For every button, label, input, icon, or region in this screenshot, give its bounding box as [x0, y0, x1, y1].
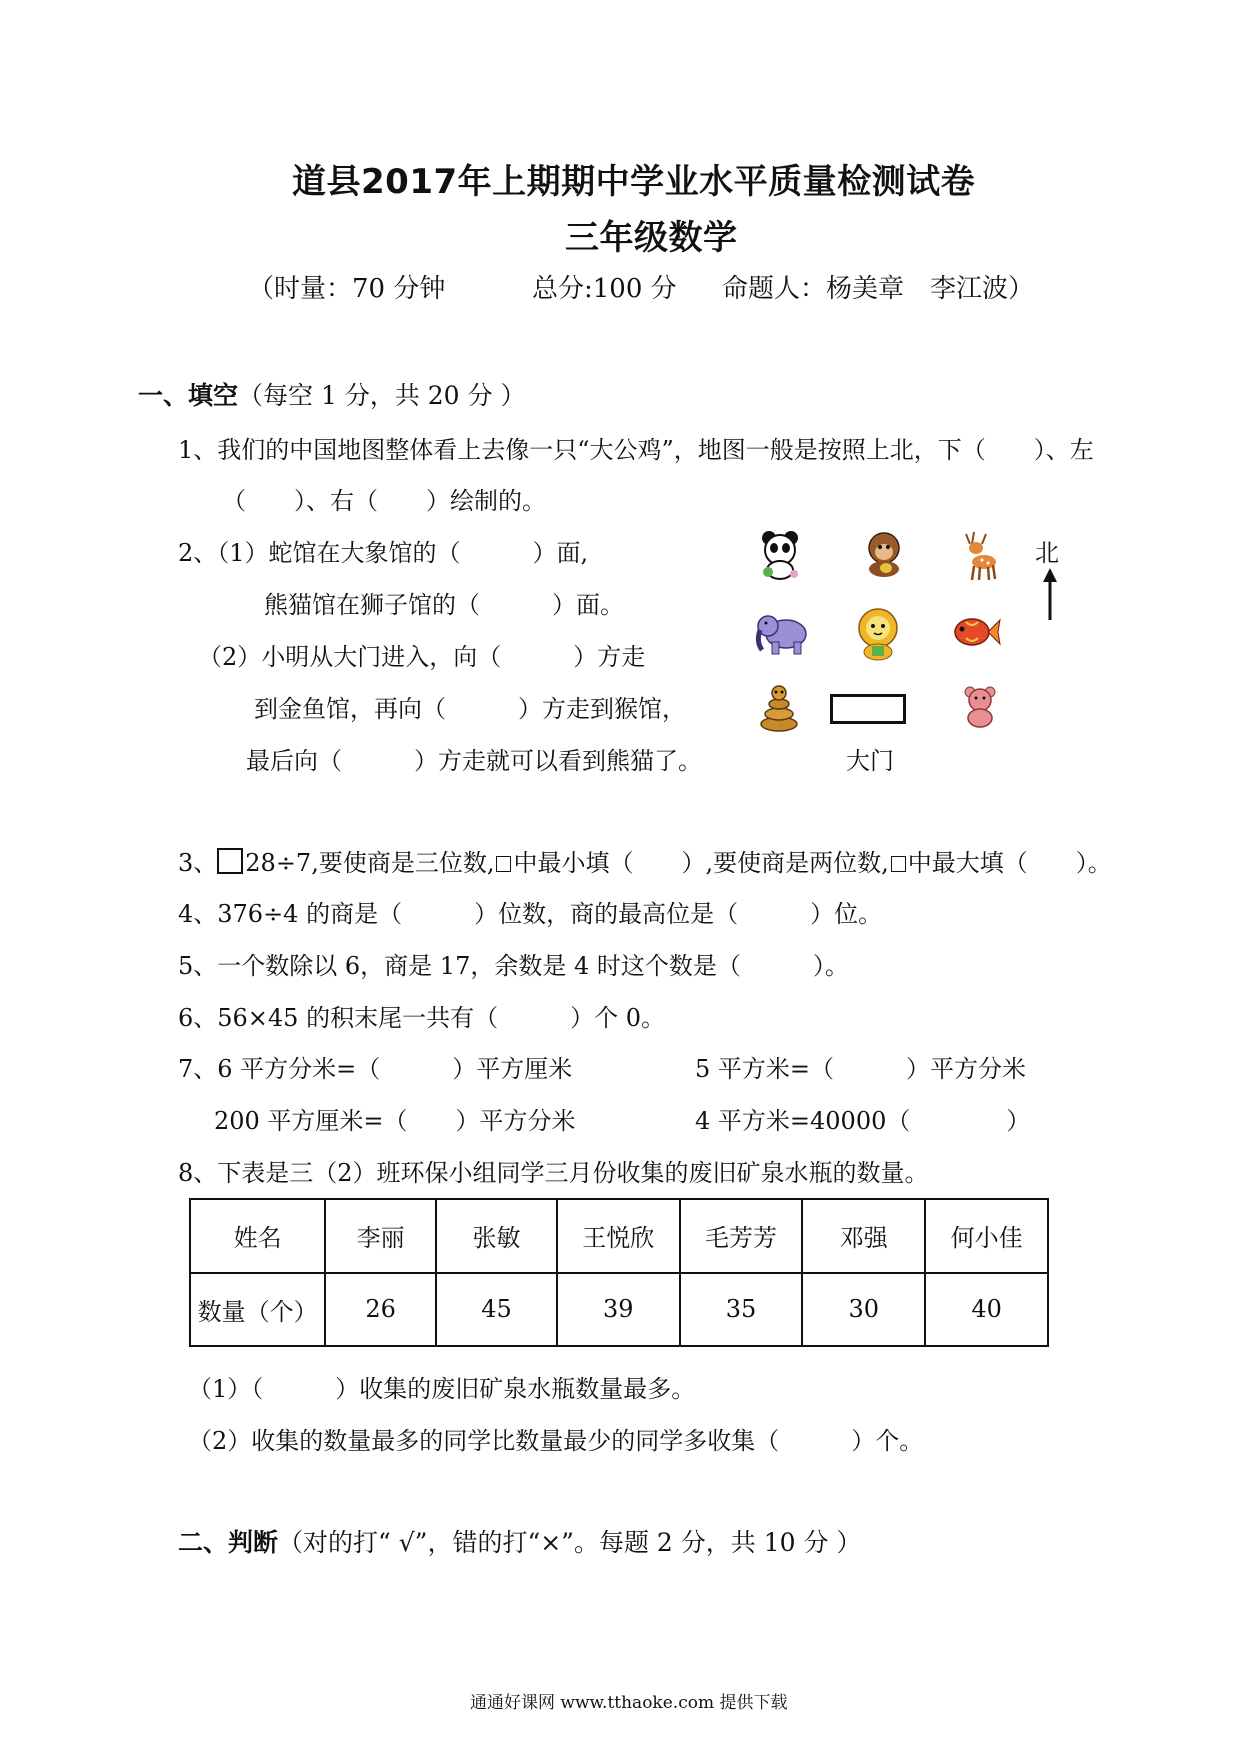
question-7-part-d: 4 平方米=40000（ ）: [695, 1107, 1031, 1135]
exam-subtitle: 三年级数学: [565, 218, 738, 258]
blank-square-small: [891, 856, 906, 872]
question-8-part-1: （1）（ ）收集的废旧矿泉水瓶数量最多。: [188, 1375, 696, 1403]
zoo-gate-box: [830, 694, 906, 724]
question-4: 4、376÷4 的商是（ ）位数，商的最高位是（ ）位。: [178, 900, 883, 928]
footer-credit: 通通好课网 www.tthaoke.com 提供下载: [470, 1693, 788, 1713]
table-cell: 数量（个）: [190, 1273, 325, 1347]
table-cell: 26: [325, 1273, 436, 1347]
table-cell: 40: [925, 1273, 1048, 1347]
table-cell: 39: [557, 1273, 680, 1347]
lion-icon: [852, 606, 904, 662]
question-7-part-c: 200 平方厘米=（ ）平方分米: [214, 1107, 576, 1135]
table-cell: 姓名: [190, 1199, 325, 1273]
table-cell: 毛芳芳: [680, 1199, 803, 1273]
question-3-part-a: 28÷7,要使商是三位数,: [245, 849, 495, 877]
bear-icon: [960, 684, 1000, 728]
exam-time: （时量：70 分钟: [248, 274, 446, 304]
exam-total-score: 总分:100 分: [532, 274, 677, 304]
question-2-line-4: 到金鱼馆，再向（ ）方走到猴馆，: [254, 695, 686, 723]
question-2-line-2: 熊猫馆在狮子馆的（ ）面。: [264, 591, 624, 619]
question-2-line-3: （2）小明从大门进入，向（ ）方走: [198, 643, 646, 671]
table-cell: 李丽: [325, 1199, 436, 1273]
panda-icon: [756, 528, 806, 580]
north-arrow-icon: [1040, 566, 1060, 622]
blank-square: [217, 848, 243, 874]
question-8: 8、下表是三（2）班环保小组同学三月份收集的废旧矿泉水瓶的数量。: [178, 1159, 929, 1187]
section-1-heading: [138, 376, 525, 412]
section-1-title: 一、填空: [138, 381, 239, 410]
question-7-part-a: 7、6 平方分米=（ ）平方厘米: [178, 1055, 573, 1083]
exam-authors: 命题人：杨美章 李江波）: [722, 274, 1035, 304]
question-5: 5、一个数除以 6，商是 17，余数是 4 时这个数是（ ）。: [178, 952, 849, 980]
question-7-part-b: 5 平方米=（ ）平方分米: [695, 1055, 1027, 1083]
question-2-line-1: 2、（1）蛇馆在大象馆的（ ）面,: [178, 539, 589, 567]
elephant-icon: [754, 608, 810, 658]
north-label: 北: [1035, 539, 1059, 567]
zoo-gate-label: 大门: [846, 747, 894, 775]
table-cell: 王悦欣: [557, 1199, 680, 1273]
snake-icon: [756, 684, 802, 734]
table-cell: 何小佳: [925, 1199, 1048, 1273]
question-6: 6、56×45 的积末尾一共有（ ）个 0。: [178, 1004, 665, 1032]
table-cell: 邓强: [802, 1199, 925, 1273]
table-cell: 35: [680, 1273, 803, 1347]
goldfish-icon: [950, 610, 1002, 654]
question-3-part-c: 中最大填（ ）。: [907, 849, 1112, 877]
question-8-part-2: （2）收集的数量最多的同学比数量最少的同学多收集（ ）个。: [188, 1427, 924, 1455]
monkey-icon: [860, 530, 908, 578]
question-1-line-2: （ ）、右（ ）绘制的。: [222, 487, 546, 515]
table-cell: 张敏: [436, 1199, 557, 1273]
question-1-line-1: 1、我们的中国地图整体看上去像一只“大公鸡”，地图一般是按照上北，下（ ）、左: [178, 436, 1094, 464]
question-3: [178, 843, 1112, 878]
question-3-number: 3、: [178, 849, 218, 877]
table-cell: 30: [802, 1273, 925, 1347]
question-3-part-b: 中最小填（ ）,要使商是两位数,: [513, 849, 889, 877]
table-row: [190, 1199, 1048, 1273]
section-2-note: （对的打“ √”，错的打“×”。每题 2 分，共 10 分 ）: [278, 1528, 862, 1557]
bottle-count-table: [189, 1198, 1049, 1347]
table-row: [190, 1273, 1048, 1347]
deer-icon: [958, 530, 1000, 582]
exam-title: 道县2017年上期期中学业水平质量检测试卷: [292, 162, 976, 202]
section-1-note: （每空 1 分，共 20 分 ）: [238, 381, 526, 410]
blank-square-small: [496, 856, 511, 872]
section-2-title: 二、判断: [178, 1528, 279, 1557]
question-2-line-5: 最后向（ ）方走就可以看到熊猫了。: [246, 747, 702, 775]
section-2-heading: [178, 1523, 861, 1559]
table-cell: 45: [436, 1273, 557, 1347]
